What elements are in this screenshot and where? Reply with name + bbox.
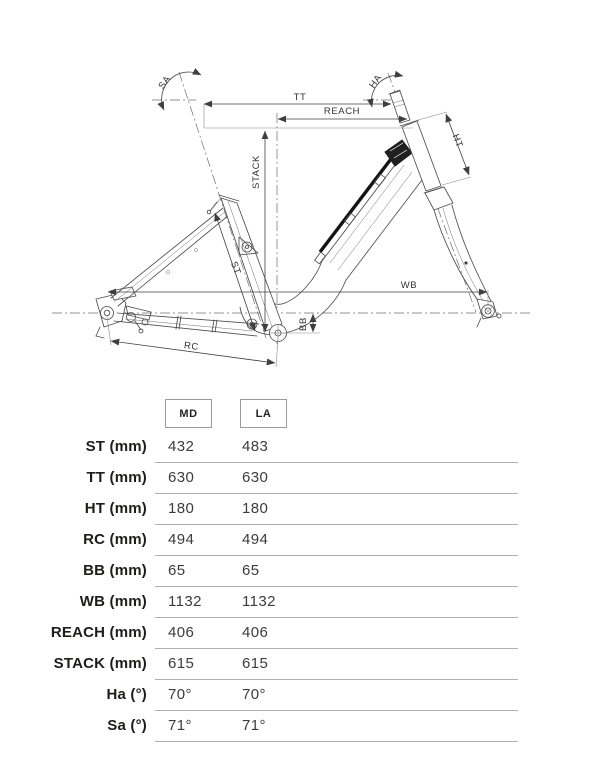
- reach-label: REACH: [323, 106, 361, 117]
- value-md: 180: [168, 500, 195, 517]
- row-values: [155, 494, 518, 525]
- value-la: 71°: [242, 717, 266, 734]
- value-la: 615: [242, 655, 269, 672]
- row-label: HT (mm): [84, 500, 147, 517]
- row-values: [155, 525, 518, 556]
- value-md: 70°: [168, 686, 192, 703]
- sa-label: SA: [156, 73, 174, 92]
- bb-label: BB: [298, 317, 309, 331]
- row-values: [155, 711, 518, 742]
- value-la: 70°: [242, 686, 266, 703]
- row-label: Ha (°): [106, 686, 147, 703]
- row-label: Sa (°): [107, 717, 147, 734]
- ht-label: HT: [449, 132, 465, 150]
- table-row: [0, 556, 600, 587]
- fork-crown: [425, 187, 453, 210]
- dim-reach: [278, 106, 407, 119]
- column-header-la: [240, 399, 287, 428]
- table-row: [0, 494, 600, 525]
- value-md: 65: [168, 562, 186, 579]
- value-md: 494: [168, 531, 195, 548]
- rear-dropout: [96, 287, 151, 338]
- value-la: 630: [242, 469, 269, 486]
- dim-seat-angle: [156, 72, 201, 110]
- battery: [315, 140, 412, 270]
- table-row: [0, 432, 600, 463]
- wb-label: WB: [400, 280, 418, 291]
- down-tube: [315, 140, 425, 280]
- column-header-la-label: LA: [255, 407, 272, 420]
- value-md: 1132: [168, 593, 202, 610]
- rc-label: RC: [183, 340, 200, 354]
- value-md: 630: [168, 469, 195, 486]
- dim-wheelbase: [108, 280, 488, 306]
- row-values: [155, 618, 518, 649]
- row-values: [155, 587, 518, 618]
- column-header-md-label: MD: [179, 407, 198, 420]
- table-row: [0, 711, 600, 742]
- table-row: [0, 525, 600, 556]
- geometry-table-rows: [0, 432, 600, 742]
- value-md: 615: [168, 655, 195, 672]
- head-tube: [389, 90, 443, 193]
- row-label: BB (mm): [83, 562, 147, 579]
- value-la: 406: [242, 624, 269, 641]
- fork: [425, 187, 501, 327]
- row-values: [155, 463, 518, 494]
- st-label: ST: [227, 259, 243, 277]
- column-header-md: [165, 399, 212, 428]
- steerer-tube: [390, 91, 410, 123]
- value-la: 1132: [242, 593, 276, 610]
- stack-label: STACK: [251, 155, 262, 189]
- value-md: 71°: [168, 717, 192, 734]
- row-values: [155, 556, 518, 587]
- seat-tube: [207, 195, 282, 331]
- row-label: ST (mm): [85, 438, 147, 455]
- fork-bolt: [464, 261, 467, 264]
- row-label: WB (mm): [79, 593, 147, 610]
- table-row: [0, 680, 600, 711]
- dim-bb-drop: [281, 314, 320, 333]
- dim-top-tube: [204, 92, 391, 128]
- value-la: 180: [242, 500, 269, 517]
- row-label: REACH (mm): [50, 624, 147, 641]
- dim-rear-center: [107, 317, 278, 367]
- seat-tube-axis-line: [179, 72, 266, 338]
- table-row: [0, 587, 600, 618]
- row-label: RC (mm): [83, 531, 147, 548]
- value-la: 494: [242, 531, 269, 548]
- row-label: TT (mm): [86, 469, 147, 486]
- row-values: [155, 680, 518, 711]
- row-label: STACK (mm): [53, 655, 147, 672]
- value-la: 483: [242, 438, 269, 455]
- table-row: [0, 463, 600, 494]
- value-md: 432: [168, 438, 195, 455]
- ha-label: HA: [367, 72, 385, 91]
- row-values: [155, 432, 518, 463]
- value-la: 65: [242, 562, 260, 579]
- table-row: [0, 618, 600, 649]
- table-row: [0, 649, 600, 680]
- value-md: 406: [168, 624, 195, 641]
- tt-label: TT: [293, 92, 307, 103]
- row-values: [155, 649, 518, 680]
